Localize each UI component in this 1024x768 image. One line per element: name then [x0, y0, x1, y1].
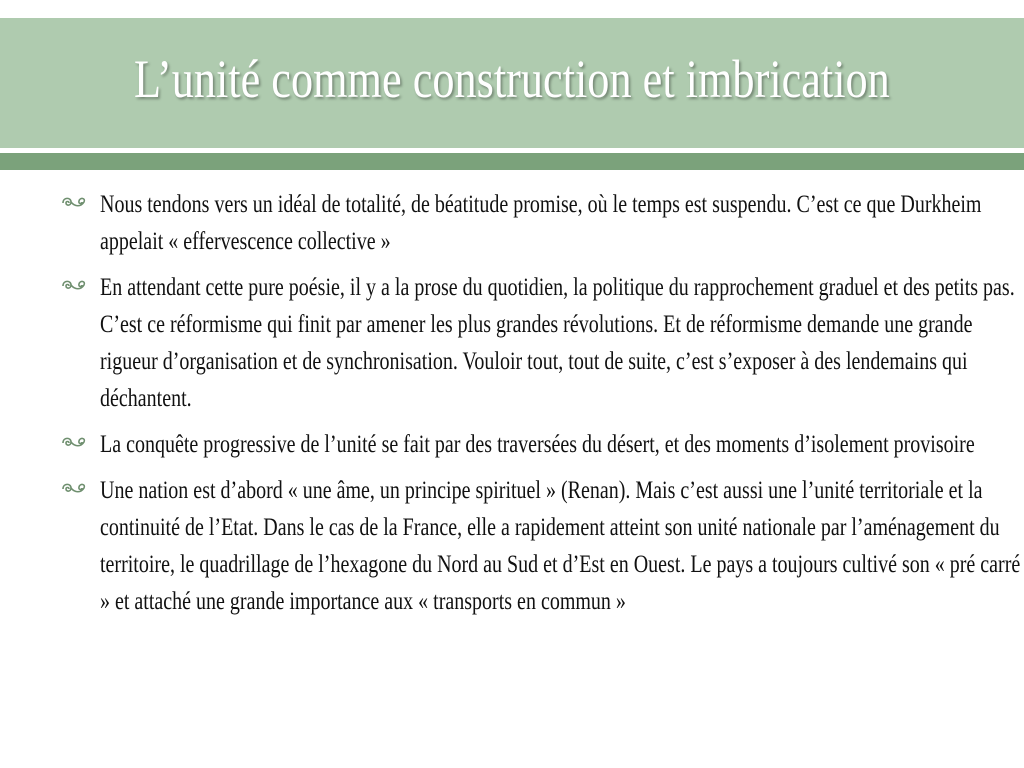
- bullet-text: En attendant cette pure poésie, il y a la prose du quotidien, la politique du rapprochement graduel et des petits pas. C’est ce réformisme qui finit par amener les plus grandes révolutions. Et de réformisme demande une grande rigueur d’organisation et de synchronisation. Vouloir tout, tout de suite, c’est s’exposer à des lendemains qui déchantent.: [100, 274, 1015, 412]
- bullet-text: Nous tendons vers un idéal de totalité, de béatitude promise, où le temps est suspendu. C’est ce que Durkheim appelait « effervescence collective »: [100, 191, 982, 255]
- fancy-curl-bullet-icon: [60, 480, 88, 496]
- fancy-curl-bullet-icon: [60, 194, 88, 210]
- bullet-item: [60, 186, 1000, 260]
- bullet-text: La conquête progressive de l’unité se fait par des traversées du désert, et des moments d’isolement provisoire: [100, 431, 975, 458]
- title-divider-thick: [0, 153, 1024, 170]
- fancy-curl-bullet-icon: [60, 434, 88, 450]
- fancy-curl-bullet-icon: [60, 277, 88, 293]
- bullet-list: [60, 186, 1021, 629]
- title-band: [0, 18, 1024, 148]
- bullet-item: [60, 426, 1000, 463]
- bullet-item: [60, 269, 1015, 417]
- bullet-item: [60, 472, 1021, 620]
- bullet-text: Une nation est d’abord « une âme, un principe spirituel » (Renan). Mais c’est aussi une l’unité territoriale et la continuité de l’Etat. Dans le cas de la France, elle a rapidement atteint son unité nationale par l’aménagement du territoire, le quadrillage de l’hexagone du Nord au Sud et d’Est en Ouest. Le pays a toujours cultivé son « pré carré » et attaché une grande importance aux « transports en commun »: [100, 477, 1021, 615]
- slide-title: L’unité comme construction et imbrication: [134, 49, 890, 109]
